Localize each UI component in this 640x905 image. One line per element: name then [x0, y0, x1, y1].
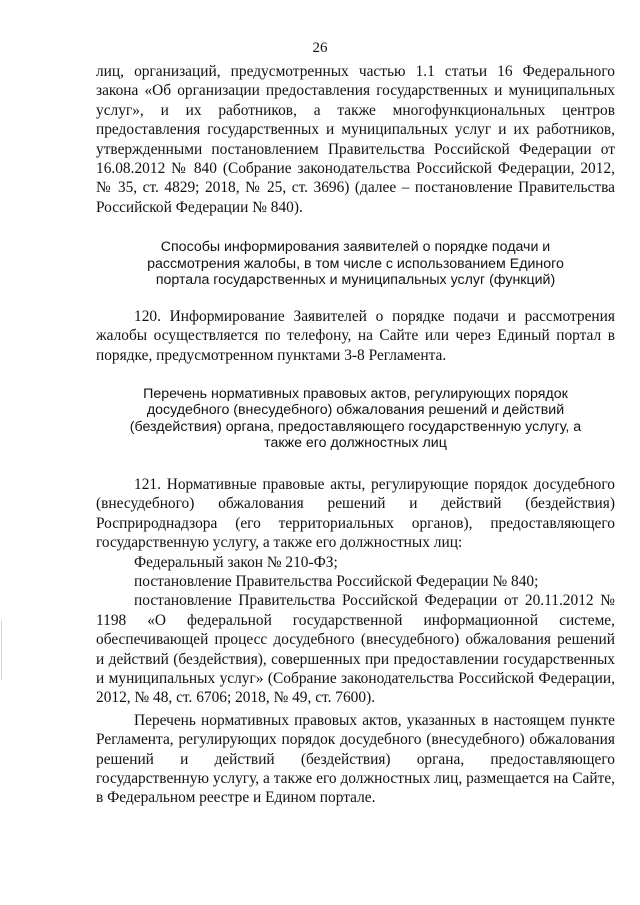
- section-heading-legal-acts: Перечень нормативных правовых актов, регулирующих порядок досудебного (внесудебного) обжалования решений и действий (бездействия) органа, предоставляющего государственную услугу, а также его должностных лиц: [129, 385, 582, 452]
- intro-paragraph: лиц, организаций, предусмотренных частью 1.1 статьи 16 Федерального закона «Об организации предоставления государственных и муниципальных услуг», и их работников, а также многофункциональных центров предоставления государственных и муниципальных услуг и их работников, утвержденными постановлением Правительства Российской Федерации от 16.08.2012 № 840 (Собрание законодательства Российской Федерации, 2012, № 35, ст. 4829; 2018, № 25, ст. 3696) (далее – постановление Правительства Российской Федерации № 840).: [96, 63, 615, 216]
- list-item-resolution-1198: постановление Правительства Российской Федерации от 20.11.2012 № 1198 «О федеральной государственной информационной системе, обеспечивающей процесс досудебного (внесудебного) обжалования решений и действий (бездействия), совершенных при предоставлении государственных и муниципальных услуг» (Собрание законодательства Российской Федерации, 2012, № 48, ст. 6706; 2018, № 49, ст. 7600).: [96, 592, 615, 707]
- final-paragraph: Перечень нормативных правовых актов, указанных в настоящем пункте Регламента, регулирующих порядок досудебного (внесудебного) обжалования решений и действий (бездействия) органа, предоставляющего государственную услугу, а также его должностных лиц, размещается на Сайте, в Федеральном реестре и Едином портале.: [96, 711, 615, 807]
- paragraph-121: 121. Нормативные правовые акты, регулирующие порядок досудебного (внесудебного) обжалования решений и действий (бездействия) Росприроднадзора (его территориальных органов), предоставляющего государственную услугу, а также его должностных лиц:: [96, 475, 615, 552]
- paragraph-120: 120. Информирование Заявителей о порядке подачи и рассмотрения жалобы осуществляется по телефону, на Сайте или через Единый портал в порядке, предусмотренном пунктами 3-8 Регламента.: [96, 307, 615, 364]
- scan-edge-mark: [1, 620, 2, 680]
- document-body: [96, 62, 615, 808]
- section-heading-complaint-info: Способы информирования заявителей о порядке подачи и рассмотрения жалобы, в том числе с использованием Единого портала государственных и муниципальных услуг (функций): [147, 239, 564, 289]
- page-number: 26: [312, 40, 328, 56]
- list-item-resolution-840: постановление Правительства Российской Федерации № 840;: [134, 573, 539, 590]
- list-item-federal-law: Федеральный закон № 210-ФЗ;: [134, 553, 338, 571]
